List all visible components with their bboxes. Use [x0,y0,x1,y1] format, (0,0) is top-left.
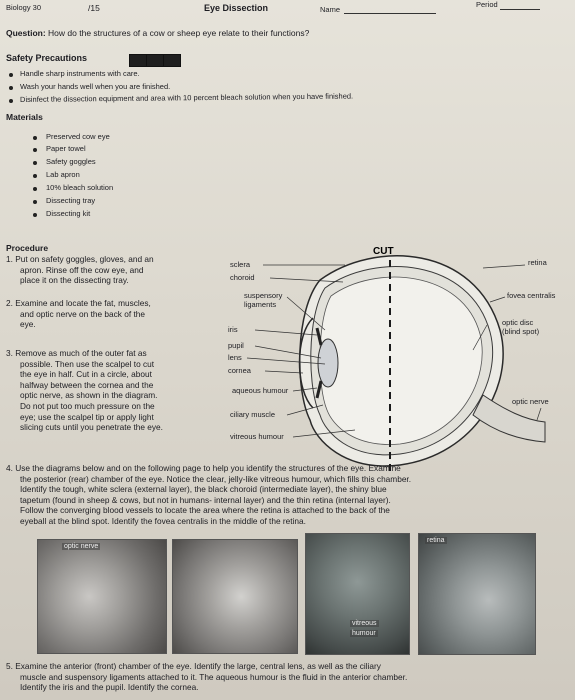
safety-item: Wash your hands well when you are finished. [20,82,171,91]
material-item: Safety goggles [46,157,96,166]
step-line: slicing cuts until you penetrate the eye. [20,422,163,433]
safety-item: Handle sharp instruments with care. [20,69,140,78]
material-item: Paper towel [46,144,86,153]
step-line: eye; use the scalpel tip or apply light [20,411,154,422]
label-vitreous-humour: vitreous humour [230,432,284,441]
step-line: muscle and suspensory ligaments attached to it. The aqueous humour is the fluid in the anterior chamber. [20,671,408,682]
photo-label-humour: humour [352,630,376,637]
label-optic-nerve: optic nerve [512,397,549,406]
cut-label: CUT [373,246,394,257]
bullet [33,136,37,140]
photo-label-retina: retina [427,537,445,544]
lens-shape [318,339,338,387]
leader-line [265,371,303,373]
step-line: 4. Use the diagrams below and on the following page to help you identify the structures of the eye. Examine [6,463,401,473]
material-item: Preserved cow eye [46,132,110,141]
bullet [9,99,13,103]
leader-line [490,297,505,302]
label-fovea-centralis: fovea centralis [507,291,556,300]
procedure-step-2 [6,298,151,330]
material-item: Dissecting tray [46,196,96,205]
step-line: optic nerve, as shown in the diagram. [20,390,158,401]
label-optic-disc: optic disc [502,318,534,327]
label-ciliary-muscle: ciliary muscle [230,410,276,419]
photo-eye-halves [172,539,298,654]
materials-heading: Materials [6,112,43,122]
bullet [33,200,37,204]
step-line: place it on the dissecting tray. [20,275,129,286]
material-item: Lab apron [46,170,80,179]
bullet [33,148,37,152]
leader-line [537,408,541,420]
procedure-step-3 [6,348,163,433]
photo-retina [418,533,536,655]
label-choroid: choroid [230,273,255,282]
step-line: 2. Examine and locate the fat, muscles, [6,298,151,308]
step-line: Follow the converging blood vessels to locate the area where the retina is attached to the back of the [20,505,390,516]
step-line: apron. Rinse off the cow eye, and [20,264,144,275]
period-line [500,9,540,10]
photo-vitreous-humour [305,533,410,655]
step-line: halfway between the cornea and the [20,379,154,390]
course-label: Biology 30 [6,3,42,12]
bullet [33,174,37,178]
photo-label-optic-nerve: optic nerve [64,543,99,550]
bullet [33,187,37,191]
bullet [33,213,37,217]
eye-cross-section-diagram [225,240,570,480]
label-blind-spot: (blind spot) [502,327,540,336]
label-iris: iris [228,325,238,334]
goggles-icon [163,54,181,67]
page-title: Eye Dissection [204,3,269,13]
period-label: Period [476,0,498,9]
name-label: Name [320,5,341,14]
step-line: eye. [20,319,36,330]
flask-icon [146,54,164,67]
step-line: 5. Examine the anterior (front) chamber of the eye. Identify the large, central lens, as well as the ciliary [6,661,381,671]
bullet [9,86,13,90]
step-line: 1. Put on safety goggles, gloves, and an [6,254,154,264]
step-line: Identify the iris and the pupil. Identify the cornea. [20,682,199,693]
photo-optic-nerve [37,539,167,654]
step-line: eyeball at the blind spot. Identify the fovea centralis in the middle of the retina. [20,515,306,526]
step-line: tapetum (found in sheep & cows, but not in humans- internal layer) and the thin retina (internal layer). [20,494,391,505]
label-ligaments: ligaments [244,300,277,309]
label-cornea: cornea [228,366,251,375]
question-line [6,28,309,38]
hand-wash-icon [129,54,147,67]
bullet [33,161,37,165]
procedure-step-4 [6,463,411,527]
procedure-heading: Procedure [6,243,49,253]
bullet [9,73,13,77]
procedure-step-1 [6,254,154,286]
name-line [344,13,436,14]
step-line: possible. Then use the scalpel to cut [20,358,155,369]
question-text: How do the structures of a cow or sheep eye relate to their functions? [48,28,310,38]
step-line: and optic nerve on the back of the [20,308,146,319]
safety-heading: Safety Precautions [6,53,88,63]
label-lens: lens [228,353,242,362]
leader-line [483,265,525,268]
label-suspensory: suspensory [244,291,283,300]
step-line: the eye in half. Cut in a circle, about [20,369,152,380]
question-label: Question: [6,28,46,38]
step-line: Do not put too much pressure on the [20,400,155,411]
label-sclera: sclera [230,260,251,269]
material-item: Dissecting kit [46,209,91,218]
photo-label-vitreous: vitreous [352,620,377,627]
step-line: Identify the tough, white sclera (external layer), the black choroid (intermediate layer), the shiny blue [20,484,387,495]
label-retina: retina [528,258,547,267]
score-label: /15 [88,3,100,13]
safety-item: Disinfect the dissection equipment and area with 10 percent bleach solution when you have finished. [19,91,354,104]
label-aqueous-humour: aqueous humour [232,386,289,395]
procedure-step-5 [6,661,407,693]
step-line: the posterior (rear) chamber of the eye. Notice the clear, jelly-like vitreous humour, which fills this chamber. [20,473,412,484]
material-item: 10% bleach solution [46,183,114,192]
step-line: 3. Remove as much of the outer fat as [6,348,147,358]
label-pupil: pupil [228,341,244,350]
